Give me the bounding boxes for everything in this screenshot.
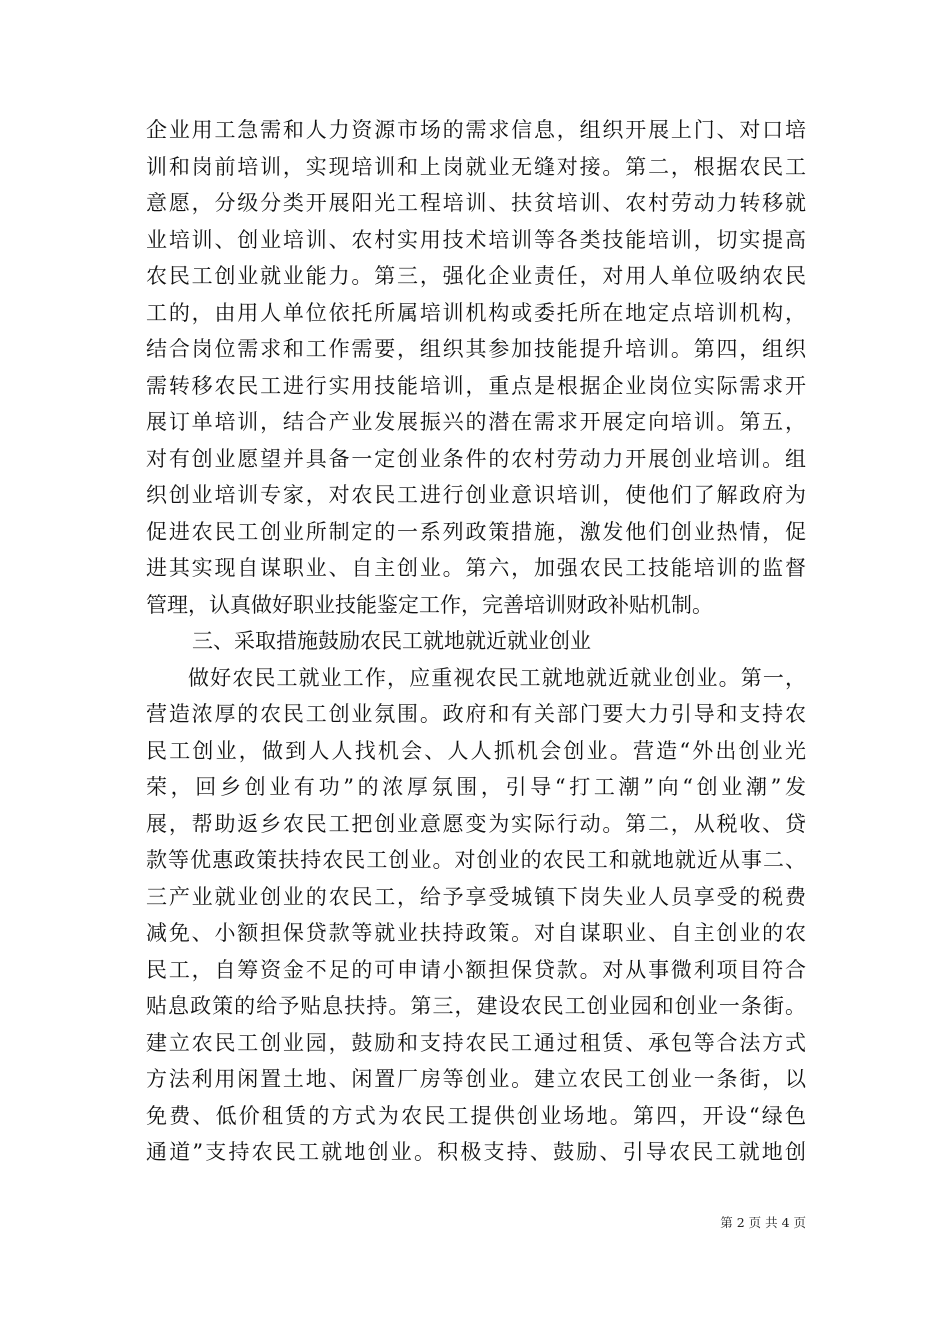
text-line: 免费、低价租赁的方式为农民工提供创业场地。第四，开设“绿色 <box>146 1103 806 1128</box>
text-line: 民工，自筹资金不足的可申请小额担保贷款。对从事微利项目符合 <box>146 957 806 982</box>
document-body <box>146 112 806 1171</box>
text-line: 三产业就业创业的农民工，给予享受城镇下岗失业人员享受的税费 <box>146 884 806 909</box>
text-line: 农民工创业就业能力。第三，强化企业责任，对用人单位吸纳农民 <box>146 264 806 288</box>
text-line: 进其实现自谋职业、自主创业。第六，加强农民工技能培训的监督 <box>146 556 806 580</box>
text-line: 业培训、创业培训、农村实用技术培训等各类技能培训，切实提高 <box>146 227 806 252</box>
text-line: 款等优惠政策扶持农民工创业。对创业的农民工和就地就近从事二、 <box>146 848 806 872</box>
text-line: 训和岗前培训，实现培训和上岗就业无缝对接。第二，根据农民工 <box>146 154 806 179</box>
text-line: 意愿，分级分类开展阳光工程培训、扶贫培训、农村劳动力转移就 <box>146 191 806 215</box>
text-line: 贴息政策的给予贴息扶持。第三，建设农民工创业园和创业一条街。 <box>146 994 806 1018</box>
text-line: 对有创业愿望并具备一定创业条件的农村劳动力开展创业培训。组 <box>146 446 806 471</box>
text-line: 民工创业，做到人人找机会、人人抓机会创业。营造“外出创业光 <box>146 738 806 763</box>
text-line: 需转移农民工进行实用技能培训，重点是根据企业岗位实际需求开 <box>146 373 806 398</box>
section-heading: 三、采取措施鼓励农民工就地就近就业创业 <box>192 629 591 653</box>
page-number: 第 2 页 共 4 页 <box>720 1215 806 1230</box>
text-line: 荣，回乡创业有功”的浓厚氛围，引导“打工潮”向“创业潮”发 <box>146 775 806 799</box>
text-line: 建立农民工创业园，鼓励和支持农民工通过租赁、承包等合法方式 <box>146 1030 806 1055</box>
text-line: 通道”支持农民工就地创业。积极支持、鼓励、引导农民工就地创 <box>146 1140 806 1164</box>
text-line: 结合岗位需求和工作需要，组织其参加技能提升培训。第四，组织 <box>146 337 806 361</box>
text-line: 企业用工急需和人力资源市场的需求信息，组织开展上门、对口培 <box>146 118 806 142</box>
text-line: 营造浓厚的农民工创业氛围。政府和有关部门要大力引导和支持农 <box>146 702 806 726</box>
text-line: 展订单培训，结合产业发展振兴的潜在需求开展定向培训。第五， <box>146 410 806 434</box>
text-line: 方法利用闲置土地、闲置厂房等创业。建立农民工创业一条街，以 <box>146 1067 806 1091</box>
text-line: 工的，由用人单位依托所属培训机构或委托所在地定点培训机构， <box>146 300 806 325</box>
text-line: 管理，认真做好职业技能鉴定工作，完善培训财政补贴机制。 <box>146 592 713 617</box>
text-line: 促进农民工创业所制定的一系列政策措施，激发他们创业热情，促 <box>146 519 806 544</box>
text-line: 织创业培训专家，对农民工进行创业意识培训，使他们了解政府为 <box>146 483 806 507</box>
text-line: 展，帮助返乡农民工把创业意愿变为实际行动。第二，从税收、贷 <box>146 811 806 836</box>
text-line: 做好农民工就业工作，应重视农民工就地就近就业创业。第一， <box>188 665 806 690</box>
text-line: 减免、小额担保贷款等就业扶持政策。对自谋职业、自主创业的农 <box>146 921 806 945</box>
